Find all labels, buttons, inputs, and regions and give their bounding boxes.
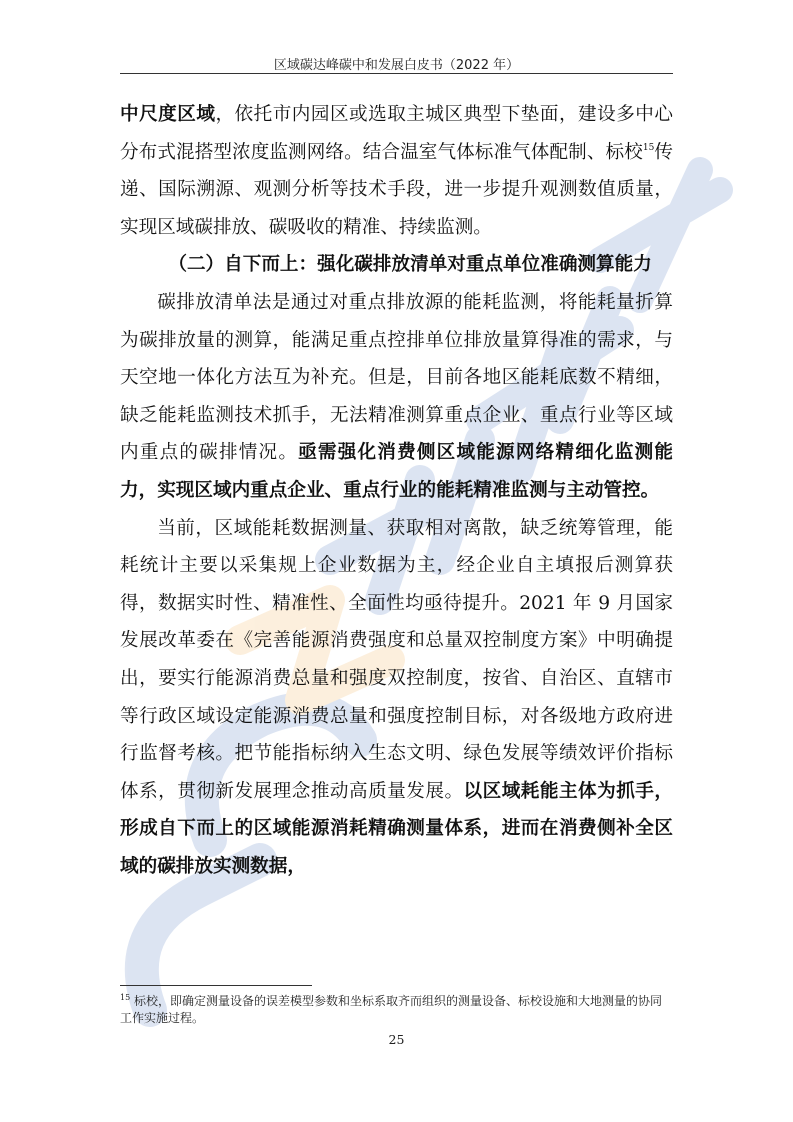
paragraph-text: 传递、国际溯源、观测分析等技术手段，进一步提升观测数值质量，实现区域碳排放、碳吸收的精准、持续监测。: [120, 141, 673, 238]
paragraph-3: [120, 510, 673, 886]
footnote-text: 标校，即确定测量设备的误差模型参数和坐标系取齐而组织的测量设备、标校设施和大地测量的协同工作实施过程。: [120, 994, 663, 1025]
bold-lead: 中尺度区域: [120, 104, 216, 125]
footnote: [120, 993, 673, 1027]
paragraph-text: 碳排放清单法是通过对重点排放源的能耗监测，将能耗量折算为碳排放量的测算，能满足重点控排单位排放量算得准的需求，与天空地一体化方法互为补充。但是，目前各地区能耗底数不精细，缺乏能耗监测技术抓手，无法精准测算重点企业、重点行业等区域内重点的碳排情况。: [120, 291, 673, 464]
page-number: 25: [388, 1032, 405, 1047]
bold-emphasis: 以区域耗能主体为抓手，形成自下而上的区域能源消耗精确测量体系，进而在消费侧补全区域的碳排放实测数据，: [120, 780, 673, 877]
section-heading: （二）自下而上：强化碳排放清单对重点单位准确测算能力: [168, 254, 652, 276]
footnote-rule: [120, 985, 312, 986]
running-header: 区域碳达峰碳中和发展白皮书（2022 年）: [273, 58, 520, 73]
bold-emphasis: 亟需强化消费侧区域能源网络精细化监测能力，实现区域内重点企业、重点行业的能耗精准监测与主动管控。: [120, 442, 673, 501]
footnote-number: 15: [120, 993, 131, 1002]
paragraph-1: [120, 96, 673, 246]
header-rule: [120, 73, 673, 74]
paragraph-2: [120, 284, 673, 510]
page-body: [120, 96, 673, 885]
footnote-ref: 15: [642, 142, 655, 153]
paragraph-text: 当前，区域能耗数据测量、获取相对离散，缺乏统筹管理，能耗统计主要以采集规上企业数据为主，经企业自主填报后测算获得，数据实时性、精准性、全面性均亟待提升。2021 年 9 月国家发展改革委在《完善能源消费强度和总量双控制度方案》中明确提出，要实行能源消费总量和强度双控制度，按省、自治区、直辖市等行政区域设定能源消费总量和强度控制目标，对各级地方政府进行监督考核。把节能指标纳入生态文明、绿色发展等绩效评价指标体系，贯彻新发展理念推动高质量发展。: [120, 517, 673, 802]
paragraph-text: ，依托市内园区或选取主城区典型下垫面，建设多中心分布式混搭型浓度监测网络。结合温室气体标准气体配制、标校: [120, 104, 673, 163]
